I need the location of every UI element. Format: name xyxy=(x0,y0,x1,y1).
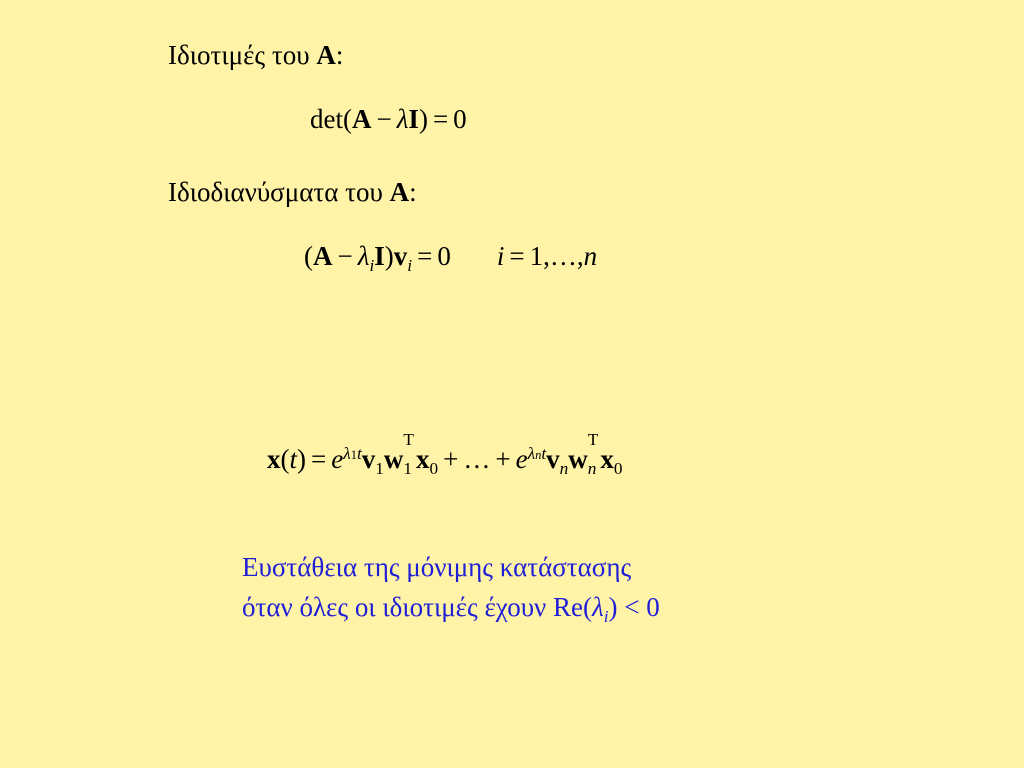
subscript-i: i xyxy=(407,255,413,275)
vector-x0: x xyxy=(416,444,430,474)
eigenvector-equation xyxy=(304,239,597,273)
equals-sign: = xyxy=(417,241,433,271)
stability-text: όταν όλες οι ιδιοτιμές έχουν Re( xyxy=(242,592,592,622)
heading-text: Ιδιοδιανύσματα του xyxy=(168,177,390,207)
plus-sign: + xyxy=(443,444,459,474)
right-paren: ) xyxy=(384,241,394,271)
stability-condition: ) < 0 xyxy=(608,592,660,622)
equals-sign: = xyxy=(432,104,449,134)
vector-v1: v xyxy=(361,444,376,474)
transpose-stack: T $_1$ xyxy=(403,430,414,478)
lambda-symbol: λ xyxy=(396,104,409,134)
zero: 0 xyxy=(437,241,451,271)
plus-sign: + xyxy=(495,444,511,474)
det-function: det( xyxy=(310,104,352,134)
matrix-a: A xyxy=(313,241,333,271)
lambda-symbol: λ xyxy=(592,592,604,622)
subscript-1: 1 xyxy=(375,458,384,478)
subscript-0: 0 xyxy=(429,458,439,478)
equals-sign: = xyxy=(311,444,327,474)
time-t: t xyxy=(289,444,298,474)
solution-equation xyxy=(267,430,623,480)
left-paren: ( xyxy=(304,241,313,271)
characteristic-equation xyxy=(310,102,467,136)
matrix-a: A xyxy=(316,40,336,70)
subscript-n: n xyxy=(559,458,569,478)
matrix-a: A xyxy=(351,104,372,134)
colon: : xyxy=(409,177,417,207)
identity-matrix: I xyxy=(374,241,385,271)
stability-line-1 xyxy=(242,550,631,584)
colon: : xyxy=(335,40,344,70)
index-i: i xyxy=(496,241,505,271)
eigenvectors-heading xyxy=(168,175,417,209)
stability-text: Ευστάθεια της μόνιμης κατάστασης xyxy=(242,552,632,582)
vector-w1: w xyxy=(383,444,404,474)
subscript-i: i xyxy=(369,255,375,275)
zero: 0 xyxy=(453,104,467,134)
exponential-e: e xyxy=(515,444,528,474)
vector-x: x xyxy=(267,444,281,474)
minus-sign: − xyxy=(337,241,353,271)
left-paren: ( xyxy=(280,444,290,474)
exponent-1: λ1t xyxy=(343,443,362,463)
lambda-symbol: λ xyxy=(357,241,370,271)
vector-v: v xyxy=(393,241,408,271)
vector-wn: w xyxy=(568,444,588,474)
heading-text: Ιδιοτιμές του xyxy=(168,40,317,70)
exponential-e: e xyxy=(331,444,344,474)
index-range: 1,…, xyxy=(529,241,584,271)
vector-x0: x xyxy=(600,444,614,474)
exponent-n: λnt xyxy=(527,443,547,463)
eigenvalues-heading xyxy=(168,38,343,72)
index-n: n xyxy=(583,241,598,271)
right-paren: ) xyxy=(418,104,428,134)
subscript-0: 0 xyxy=(613,458,623,478)
ellipsis: … xyxy=(463,444,491,474)
stability-line-2 xyxy=(242,590,660,624)
transpose-stack: T $_n$ xyxy=(587,430,599,478)
right-paren: ) xyxy=(297,444,307,474)
matrix-a: A xyxy=(389,177,410,207)
vector-vn: v xyxy=(546,444,560,474)
equals-sign: = xyxy=(509,241,525,271)
subscript-i: i xyxy=(603,606,609,626)
identity-matrix: I xyxy=(408,104,419,134)
minus-sign: − xyxy=(376,104,392,134)
